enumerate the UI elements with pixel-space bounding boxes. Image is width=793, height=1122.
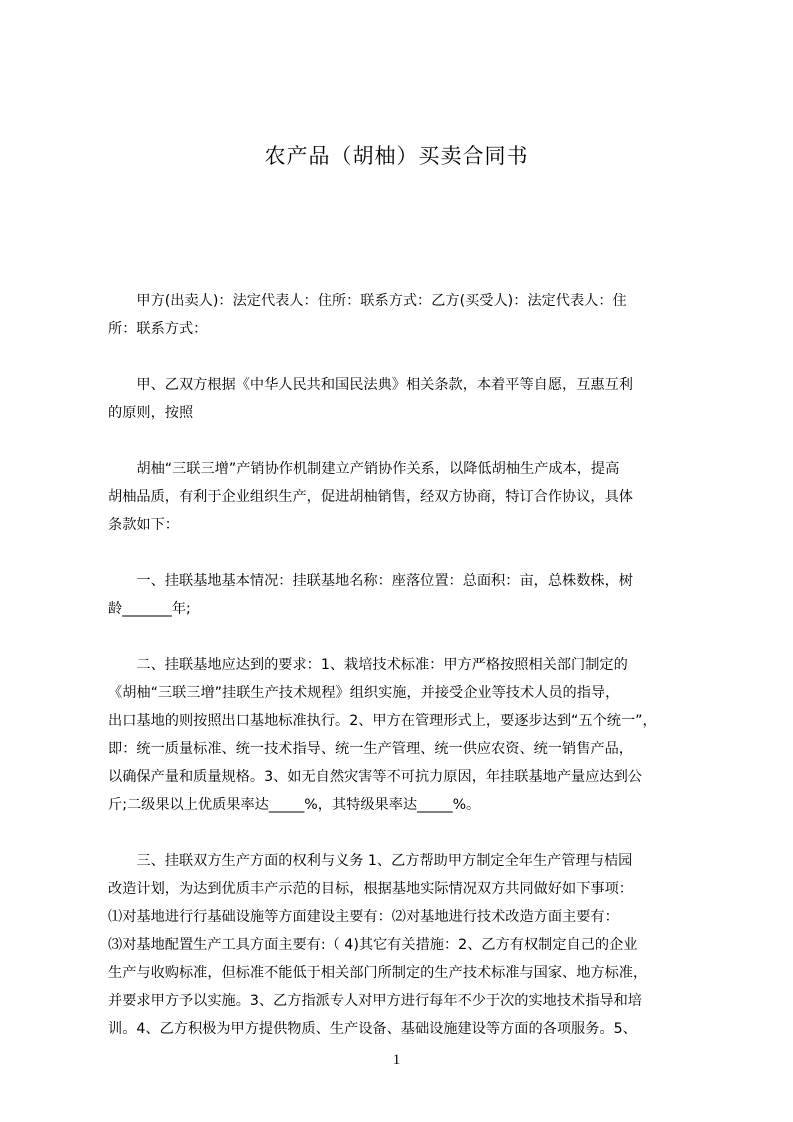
text-line: 甲、乙双方根据《中华人民共和国民法典》相关条款，本着平等自愿，互惠互利	[108, 377, 633, 393]
text-line: 所：联系方式：	[108, 321, 208, 337]
text-line: 改造计划，为达到优质丰产示范的目标，根据基地实际情况双方共同做好如下事项：	[108, 881, 633, 897]
text-line: 即：统一质量标准、统一技术指导、统一生产管理、统一供应农资、统一销售产品，	[108, 741, 633, 757]
text-line: 斤;二级果以上优质果率达_____%，其特级果率达_____%。	[108, 797, 481, 813]
text-line: 条款如下：	[108, 517, 179, 533]
contract-body	[108, 287, 700, 1043]
paragraph-purpose	[108, 455, 700, 539]
text-line: 训。4、乙方积极为甲方提供物质、生产设备、基础设施建设等方面的各项服务。5、	[108, 1021, 637, 1037]
paragraph-basis	[108, 371, 700, 427]
text-line: 以确保产量和质量规格。3、如无自然灾害等不可抗力原因，年挂联基地产量应达到公	[108, 769, 642, 785]
text-line: 一、挂联基地基本情况：挂联基地名称：座落位置：总面积：亩，总株数株，树	[108, 573, 633, 589]
text-line: 出口基地的则按照出口基地标准执行。2、甲方在管理形式上，要逐步达到“五个统一”，	[108, 713, 657, 729]
text-line: 三、挂联双方生产方面的权利与义务 1、乙方帮助甲方制定全年生产管理与桔园	[108, 853, 633, 869]
text-line: 胡柚品质，有利于企业组织生产，促进胡柚销售，经双方协商，特订合作协议，具体	[108, 489, 633, 505]
text-line: 《胡柚“三联三增”挂联生产技术规程》组织实施，并接受企业等技术人员的指导，	[108, 685, 620, 701]
text-line: 并要求甲方予以实施。3、乙方指派专人对甲方进行每年不少于次的实地技术指导和培	[108, 993, 642, 1009]
paragraph-clause-1	[108, 567, 700, 623]
document-title: 农产品（胡柚）买卖合同书	[264, 144, 529, 168]
text-line: 龄_______年;	[108, 601, 191, 617]
text-line: 二、挂联基地应达到的要求：1、栽培技术标准：甲方严格按照相关部门制定的	[108, 657, 628, 673]
text-line: 生产与收购标准，但标准不能低于相关部门所制定的生产技术标准与国家、地方标准，	[108, 965, 648, 981]
text-line: 胡柚“三联三增”产销协作机制建立产销协作关系，以降低胡柚生产成本，提高	[108, 461, 620, 477]
paragraph-clause-2	[108, 651, 700, 819]
text-line: ⑶对基地配置生产工具方面主要有:（ 4)其它有关措施：2、乙方有权制定自己的企业	[108, 937, 638, 953]
page-number: 1	[392, 1052, 401, 1068]
text-line: ⑴对基地进行行基础设施等方面建设主要有：⑵对基地进行技术改造方面主要有：	[108, 909, 619, 925]
paragraph-parties	[108, 287, 700, 343]
text-line: 的原则，按照	[108, 405, 194, 421]
text-line: 甲方(出卖人)：法定代表人：住所：联系方式：乙方(买受人)：法定代表人：住	[108, 293, 627, 309]
paragraph-clause-3	[108, 847, 700, 1043]
